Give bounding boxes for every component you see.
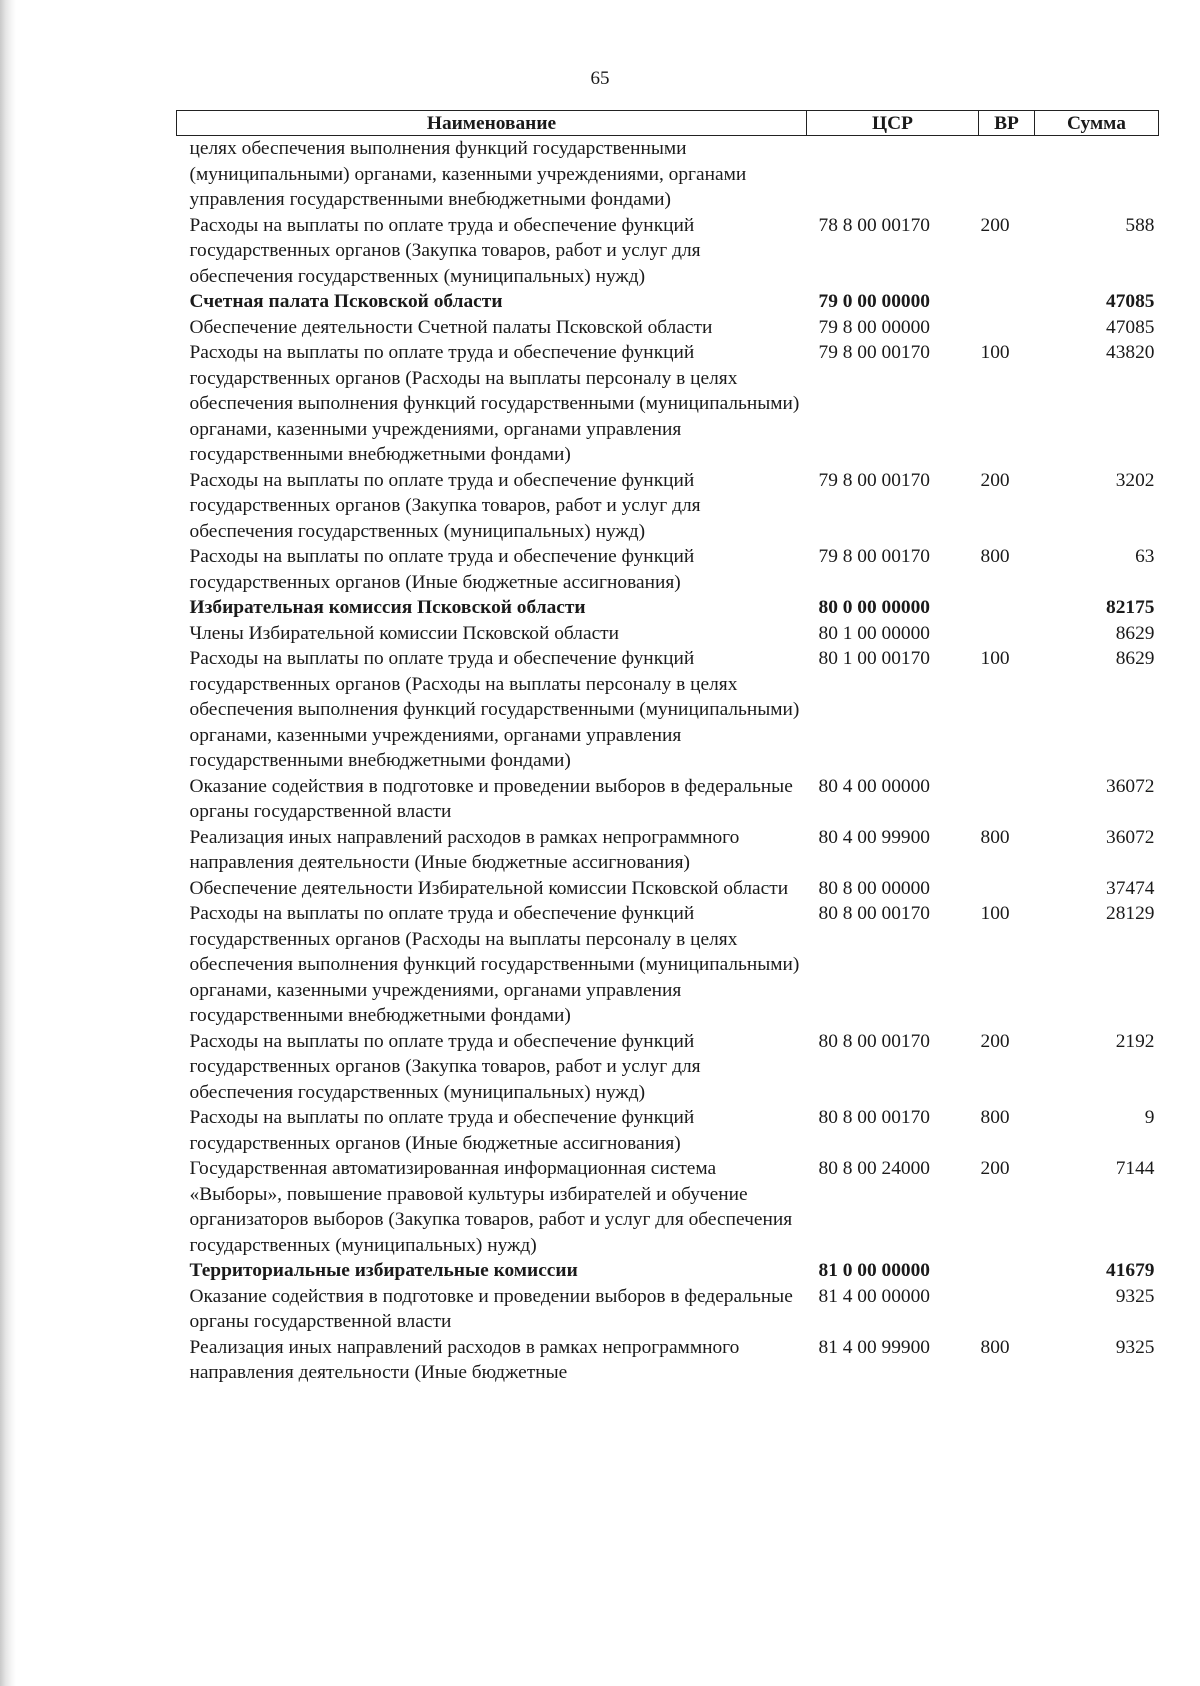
cell-vr: 200: [980, 214, 1010, 236]
table-row: [177, 544, 1159, 595]
table-row: [177, 595, 1159, 621]
cell-sum: 8629: [1115, 622, 1155, 644]
cell-csr: 80 1 00 00000: [818, 622, 930, 644]
cell-name: Расходы на выплаты по оплате труда и обеспечение функций государственных органов (Расходы на выплаты персоналу в целях обеспечения выполнения функций государственными (муниципальными) органами, казенными учреждениями, органами управления государственными внебюджетными фондами): [189, 903, 800, 1026]
cell-vr: [979, 136, 1035, 213]
cell-csr: [807, 136, 979, 213]
table-row: [177, 289, 1159, 315]
cell-vr: 200: [980, 1030, 1010, 1052]
cell-vr: 800: [980, 826, 1010, 848]
table-row: [177, 774, 1159, 825]
cell-vr: 100: [980, 648, 1010, 669]
cell-name: Расходы на выплаты по оплате труда и обеспечение функций государственных органов (Расходы на выплаты персоналу в целях обеспечения выполнения функций государственными (муниципальными) органами, казенными учреждениями, органами управления государственными внебюджетными фондами): [189, 342, 800, 465]
table-row: [177, 1105, 1159, 1156]
table-row: [177, 213, 1159, 290]
table-row: [177, 876, 1159, 902]
cell-sum: 36072: [1106, 775, 1155, 797]
header-sum: Сумма: [1035, 111, 1159, 136]
budget-table: [176, 110, 1159, 1386]
cell-csr: 81 0 00 00000: [818, 1260, 930, 1281]
table-row: [177, 901, 1159, 1029]
table-row: [177, 646, 1159, 774]
cell-name: Расходы на выплаты по оплате труда и обеспечение функций государственных органов (Иные бюджетные ассигнования): [189, 1107, 695, 1154]
cell-name: Расходы на выплаты по оплате труда и обеспечение функций государственных органов (Иные бюджетные ассигнования): [189, 546, 695, 593]
table-header-row: [177, 111, 1159, 136]
cell-vr: 800: [980, 1107, 1010, 1128]
cell-sum: 8629: [1115, 648, 1155, 669]
table-body: [177, 136, 1159, 1386]
cell-csr: 79 8 00 00170: [818, 469, 930, 491]
cell-csr: 80 8 00 00170: [818, 1030, 930, 1052]
cell-vr: [979, 876, 1035, 902]
cell-name: целях обеспечения выполнения функций государственными (муниципальными) органами, казенными учреждениями, органами управления государственными внебюджетными фондами): [189, 138, 747, 210]
table-row: [177, 315, 1159, 341]
table-row: [177, 1029, 1159, 1106]
header-csr: ЦСР: [807, 111, 979, 136]
cell-vr: [979, 595, 1035, 621]
cell-csr: 80 4 00 00000: [818, 775, 930, 797]
table-row: [177, 1258, 1159, 1284]
cell-csr: 80 0 00 00000: [818, 597, 930, 618]
cell-csr: 79 8 00 00000: [818, 316, 930, 338]
cell-name: Территориальные избирательные комиссии: [189, 1260, 578, 1281]
cell-sum: 63: [1135, 546, 1155, 567]
table-row: [177, 1335, 1159, 1386]
cell-sum: 36072: [1106, 826, 1155, 848]
cell-name: Расходы на выплаты по оплате труда и обеспечение функций государственных органов (Расходы на выплаты персоналу в целях обеспечения выполнения функций государственными (муниципальными) органами, казенными учреждениями, органами управления государственными внебюджетными фондами): [189, 648, 800, 771]
cell-sum: 47085: [1106, 316, 1155, 338]
cell-vr: 100: [980, 342, 1010, 363]
cell-name: Государственная автоматизированная информационная система «Выборы», повышение правовой культуры избирателей и обучение организаторов выборов (Закупка товаров, работ и услуг для обеспечения государственных (муниципальных) нужд): [189, 1158, 793, 1256]
table-row: [177, 1284, 1159, 1335]
cell-sum: 9: [1144, 1107, 1155, 1128]
cell-sum: 28129: [1106, 903, 1155, 924]
cell-csr: 80 8 00 00000: [818, 877, 930, 899]
table-row: [177, 621, 1159, 647]
cell-sum: 3202: [1115, 469, 1155, 491]
cell-sum: 9325: [1115, 1285, 1155, 1307]
cell-sum: [1035, 136, 1159, 213]
cell-sum: 41679: [1106, 1260, 1155, 1281]
cell-sum: 9325: [1115, 1336, 1155, 1358]
cell-name: Оказание содействия в подготовке и проведении выборов в федеральные органы государственной власти: [189, 1285, 793, 1332]
table-row: [177, 340, 1159, 468]
cell-name: Обеспечение деятельности Избирательной комиссии Псковской области: [189, 877, 789, 899]
cell-vr: [979, 774, 1035, 825]
table-row: [177, 1156, 1159, 1258]
cell-csr: 81 4 00 00000: [818, 1285, 930, 1307]
cell-csr: 80 8 00 00170: [818, 903, 930, 924]
cell-csr: 79 8 00 00170: [818, 342, 930, 363]
cell-vr: 100: [980, 903, 1010, 924]
cell-name: Расходы на выплаты по оплате труда и обеспечение функций государственных органов (Закупка товаров, работ и услуг для обеспечения государственных (муниципальных) нужд): [189, 469, 701, 542]
page-number: 65: [590, 68, 610, 89]
cell-vr: 200: [980, 469, 1010, 491]
cell-name: Члены Избирательной комиссии Псковской области: [189, 622, 620, 644]
cell-sum: 43820: [1106, 342, 1155, 363]
cell-vr: [979, 1258, 1035, 1284]
cell-sum: 588: [1125, 214, 1155, 236]
cell-csr: 79 8 00 00170: [818, 546, 930, 567]
table-row: [177, 136, 1159, 213]
cell-sum: 2192: [1115, 1030, 1155, 1052]
cell-sum: 82175: [1106, 597, 1155, 618]
cell-csr: 80 8 00 00170: [818, 1107, 930, 1128]
scan-edge-shadow: [0, 0, 16, 1686]
table-row: [177, 468, 1159, 545]
cell-name: Счетная палата Псковской области: [189, 291, 503, 312]
cell-name: Обеспечение деятельности Счетной палаты Псковской области: [189, 316, 713, 338]
cell-csr: 80 1 00 00170: [818, 648, 930, 669]
cell-name: Реализация иных направлений расходов в рамках непрограммного направления деятельности (Иные бюджетные: [189, 1336, 740, 1383]
cell-name: Расходы на выплаты по оплате труда и обеспечение функций государственных органов (Закупка товаров, работ и услуг для обеспечения государственных (муниципальных) нужд): [189, 1030, 701, 1103]
cell-name: Оказание содействия в подготовке и проведении выборов в федеральные органы государственной власти: [189, 775, 793, 822]
cell-csr: 79 0 00 00000: [818, 291, 930, 312]
cell-sum: 47085: [1106, 291, 1155, 312]
cell-sum: 7144: [1115, 1158, 1155, 1179]
cell-name: Реализация иных направлений расходов в рамках непрограммного направления деятельности (Иные бюджетные ассигнования): [189, 826, 740, 873]
cell-vr: [979, 315, 1035, 341]
cell-vr: 800: [980, 1336, 1010, 1358]
header-vr: ВР: [979, 111, 1035, 136]
cell-csr: 81 4 00 99900: [818, 1336, 930, 1358]
cell-name: Расходы на выплаты по оплате труда и обеспечение функций государственных органов (Закупка товаров, работ и услуг для обеспечения государственных (муниципальных) нужд): [189, 214, 701, 287]
cell-vr: 200: [980, 1158, 1010, 1179]
cell-vr: [979, 621, 1035, 647]
cell-csr: 80 8 00 24000: [818, 1158, 930, 1179]
cell-csr: 78 8 00 00170: [818, 214, 930, 236]
cell-vr: 800: [980, 546, 1010, 567]
cell-sum: 37474: [1106, 877, 1155, 899]
cell-vr: [979, 1284, 1035, 1335]
cell-csr: 80 4 00 99900: [818, 826, 930, 848]
cell-name: Избирательная комиссия Псковской области: [189, 597, 586, 618]
header-name: Наименование: [177, 111, 807, 136]
table-row: [177, 825, 1159, 876]
cell-vr: [979, 289, 1035, 315]
